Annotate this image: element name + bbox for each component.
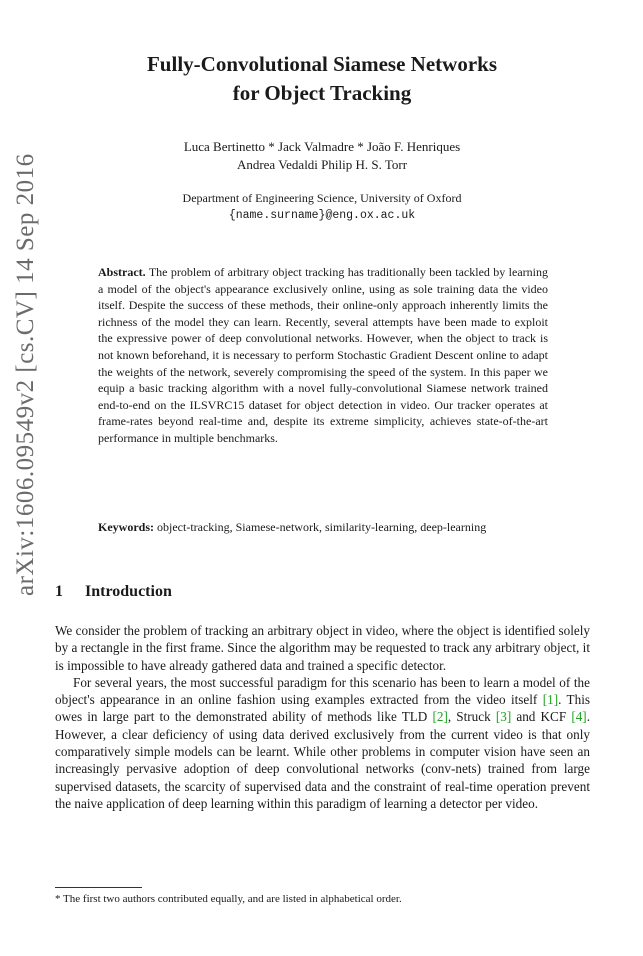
- authors-line-1: Luca Bertinetto * Jack Valmadre * João F. Henriques: [183, 139, 461, 154]
- section-heading: [55, 583, 172, 601]
- paper-title: [80, 50, 564, 108]
- abstract-label: Abstract.: [98, 265, 146, 279]
- affiliation: [80, 190, 564, 224]
- p2-part-e: . However, a clear deficiency of using data derived exclusively from the current video is that only comparatively simple models can be learnt. While other problems in computer vision have seen an increasingly pervasive adoption of deep convolutional networks (conv-nets) trained from large supervised datasets, the scarcity of supervised data and the constraint of real-time operation prevent the naive application of deep learning within this paradigm of learning a detector per video.: [55, 709, 590, 811]
- p2-part-d: and KCF: [511, 709, 572, 725]
- citation-1-link[interactable]: [1]: [542, 692, 559, 708]
- citation-3-link[interactable]: [3]: [495, 709, 512, 725]
- paragraph-1: We consider the problem of tracking an arbitrary object in video, where the object is identified solely by a rectangle in the first frame. Since the algorithm may be requested to track any arbitrary object, it is impossible to have already gathered data and trained a specific detector.: [55, 623, 590, 673]
- email: {name.surname}@eng.ox.ac.uk: [228, 209, 416, 222]
- title-line-1: Fully-Convolutional Siamese Networks: [146, 52, 497, 76]
- footnote-rule: [55, 887, 142, 888]
- department: Department of Engineering Science, University of Oxford: [182, 191, 462, 205]
- title-line-2: for Object Tracking: [232, 81, 412, 105]
- citation-4-link[interactable]: [4]: [571, 709, 587, 725]
- keywords-text: object-tracking, Siamese-network, similarity-learning, deep-learning: [157, 520, 487, 534]
- paragraph-2: [55, 674, 590, 812]
- section-number: 1: [55, 583, 63, 600]
- p2-part-c: , Struck: [447, 709, 496, 725]
- footnote: * The first two authors contributed equally, and are listed in alphabetical order.: [55, 893, 402, 905]
- abstract: [98, 264, 548, 447]
- arxiv-side-stamp: arXiv:1606.09549v2 [cs.CV] 14 Sep 2016: [12, 153, 39, 596]
- body-text: [55, 622, 590, 812]
- keywords-label: Keywords:: [98, 520, 154, 534]
- authors-line-2: Andrea Vedaldi Philip H. S. Torr: [236, 157, 408, 172]
- section-title: Introduction: [85, 583, 172, 600]
- p2-part-a: For several years, the most successful paradigm for this scenario has been to learn a model of the object's appearance in an online fashion using examples extracted from the video itself: [55, 674, 590, 708]
- author-list: [80, 138, 564, 174]
- keywords: [98, 519, 548, 536]
- abstract-text: The problem of arbitrary object tracking has traditionally been tackled by learning a model of the object's appearance exclusively online, using as sole training data the video itself. Despite the success of these methods, their online-only approach inherently limits the richness of the model they can learn. Recently, several attempts have been made to exploit the expressive power of deep convolutional networks. However, when the object to track is not known beforehand, it is necessary to perform Stochastic Gradient Descent online to adapt the weights of the network, severely compromising the speed of the system. In this paper we equip a basic tracking algorithm with a novel fully-convolutional Siamese network trained end-to-end on the ILSVRC15 dataset for object detection in video. Our tracker operates at frame-rates beyond real-time and, despite its extreme simplicity, achieves state-of-the-art performance in multiple benchmarks.: [98, 265, 548, 445]
- p2-part-b: . This owes in large part to the demonstrated ability of methods like TLD: [55, 692, 590, 725]
- citation-2-link[interactable]: [2]: [432, 709, 448, 725]
